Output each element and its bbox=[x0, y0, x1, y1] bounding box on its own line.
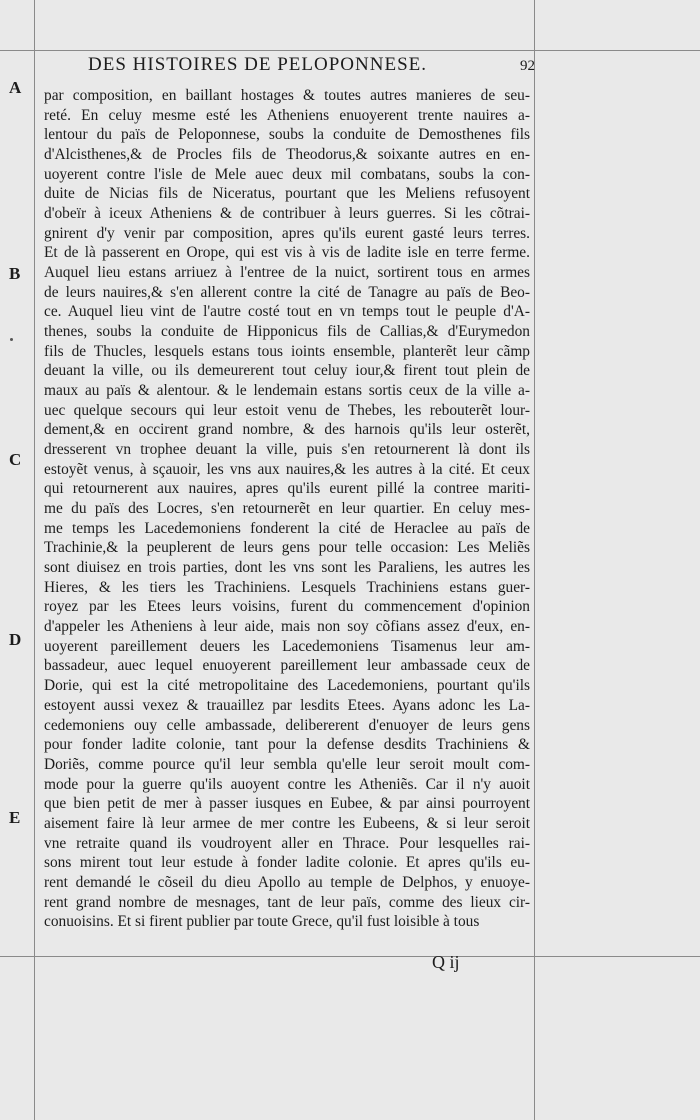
text-line: deuant la ville, ou ils demeurerent tout celuy iour,& firent tout plein de bbox=[44, 362, 530, 380]
text-line: uoyerent pareillement deuers les Lacedemoniens Tisamenus leur am- bbox=[44, 637, 530, 655]
text-line: Dorie, qui est la cité metropolitaine des Lacedemoniens, pourtant qu'ils bbox=[44, 677, 530, 695]
text-line: d'Alcisthenes,& de Procles fils de Theodorus,& soixante autres en en- bbox=[44, 146, 530, 164]
text-line: de leurs nauires,& s'en allerent contre la cité de Tanagre au païs de Beo- bbox=[44, 283, 530, 301]
text-line: fils de Thucles, lesquels estans tous ioints ensemble, planterẽt leur cãmp bbox=[44, 342, 530, 360]
right-ruling-line bbox=[534, 0, 535, 1120]
text-line: uoyerent contre l'isle de Mele auec deux mil combatans, soubs la con- bbox=[44, 165, 530, 183]
margin-marker-e: E bbox=[9, 808, 21, 827]
text-line: dresserent vn trophee deuant la ville, puis s'en retournerent là dont ils bbox=[44, 441, 530, 459]
text-line: Auquel lieu estans arriuez à l'entree de la nuict, sortirent tous en armes bbox=[44, 264, 530, 282]
body-text bbox=[44, 86, 530, 932]
text-line: Trachinie,& la peuplerent de leurs gens pour telle occasion: Les Meliẽs bbox=[44, 539, 530, 557]
margin-marker-d: D bbox=[9, 630, 22, 649]
text-line: par composition, en baillant hostages & toutes autres manieres de seu- bbox=[44, 87, 530, 104]
text-line: qui retournerent aux nauires, apres qu'ils eurent pillé la contree mariti- bbox=[44, 480, 530, 498]
text-line: gnirent d'y venir par composition, apres qu'ils eurent gasté leurs terres. bbox=[44, 224, 530, 242]
text-line: estoyent aussi vexez & trauaillez par lesdits Etees. Ayans adonc les La- bbox=[44, 696, 530, 714]
text-line: duite de Nicias fils de Niceratus, pourtant que les Meliens refusoyent bbox=[44, 185, 530, 203]
text-line: reté. En celuy mesme esté les Atheniens enuoyerent trente nauires a- bbox=[44, 106, 530, 124]
text-line: que bien petit de mer à passer iusques en Eubee, & par ainsi pourroyent bbox=[44, 795, 530, 813]
text-line: cedemoniens ouy celle ambassade, delibererent d'enuoyer de leurs gens bbox=[44, 716, 530, 734]
text-line: uec quelque secours qui leur estoit venu de Thebes, les rebouterẽt lour- bbox=[44, 401, 530, 419]
margin-marker-b: B bbox=[9, 264, 21, 283]
text-line: maux au païs & alentour. & le lendemain estans sortis ceux de la ville a- bbox=[44, 382, 530, 400]
text-line: vne retraite quand ils voudroyent aller en Thrace. Pour lesquelles rai- bbox=[44, 834, 530, 852]
text-line: lentour du païs de Peloponnese, soubs la conduite de Demosthenes fils bbox=[44, 126, 530, 144]
text-line: sont diuisez en trois parties, dont les vns sont les Paraliens, les autres les bbox=[44, 559, 530, 577]
text-line: pour fonder ladite colonie, tant pour la defense desdits Trachiniens & bbox=[44, 736, 530, 754]
bottom-ruling-line bbox=[0, 956, 700, 957]
text-line: royez par les Etees leurs voisins, furent du commencement d'opinion bbox=[44, 598, 530, 616]
margin-marker-a: A bbox=[9, 78, 22, 97]
signature-mark: Q ij bbox=[432, 952, 460, 972]
text-line: estoyẽt venus, à sçauoir, les vns aux nauires,& les autres à la cité. Et ceux bbox=[44, 460, 530, 478]
text-line: ce. Auquel lieu vint de l'autre costé tout en vn temps tout le peuple d'A- bbox=[44, 303, 530, 321]
text-line: bassadeur, auec lequel enuoyerent pareillement leur ambassade ceux de bbox=[44, 657, 530, 675]
margin-marker-c: C bbox=[9, 450, 22, 469]
text-line: conuoisins. Et si firent publier par toute Grece, qu'il fust loisible à tous bbox=[44, 913, 480, 931]
text-line: me temps les Lacedemoniens fonderent la cité de Heraclee au païs de bbox=[44, 519, 530, 537]
text-line: thenes, soubs la conduite de Hipponicus fils de Callias,& d'Eurymedon bbox=[44, 323, 530, 341]
text-line: Doriẽs, comme pource qu'il leur sembla qu'elle leur seroit moult com- bbox=[44, 755, 530, 773]
text-line: aisement faire là leur armee de mer contre les Eubeens, & si leur seroit bbox=[44, 814, 530, 832]
text-line: Et de là passerent en Orope, qui est vis à vis de ladite isle en terre ferme. bbox=[44, 244, 530, 262]
text-line: d'obeïr à iceux Atheniens & de contribuer à leurs guerres. Si les cõtrai- bbox=[44, 205, 530, 223]
running-title: DES HISTOIRES DE PELOPONNESE. bbox=[88, 54, 428, 75]
text-line: d'appeler les Atheniens à leur aide, mais non soy cõfians assez d'eux, en- bbox=[44, 618, 530, 636]
text-line: rent grand nombre de mesnages, tant de leur païs, comme des lieux cir- bbox=[44, 893, 530, 911]
text-line: sons mirent tout leur estude à fonder ladite colonie. Et apres qu'ils eu- bbox=[44, 854, 530, 872]
text-line: mode pour la guerre qu'ils auoyent contre les Atheniẽs. Car il n'y auoit bbox=[44, 775, 530, 793]
ink-speck bbox=[10, 338, 13, 341]
text-line: me du païs des Locres, s'en retournerẽt en leur quartier. En celuy mes- bbox=[44, 500, 530, 518]
text-line: Hieres, & les tiers les Trachiniens. Lesquels Trachiniens estans guer- bbox=[44, 578, 530, 596]
text-line: rent demandé le cõseil du dieu Apollo au temple de Delphos, y enuoye- bbox=[44, 873, 530, 891]
left-ruling-line bbox=[34, 0, 35, 1120]
text-line: dement,& en occirent grand nombre, & des harnois qu'ils leur osterẽt, bbox=[44, 421, 530, 439]
folio-number: 92 bbox=[520, 58, 535, 74]
top-ruling-line bbox=[0, 50, 700, 51]
